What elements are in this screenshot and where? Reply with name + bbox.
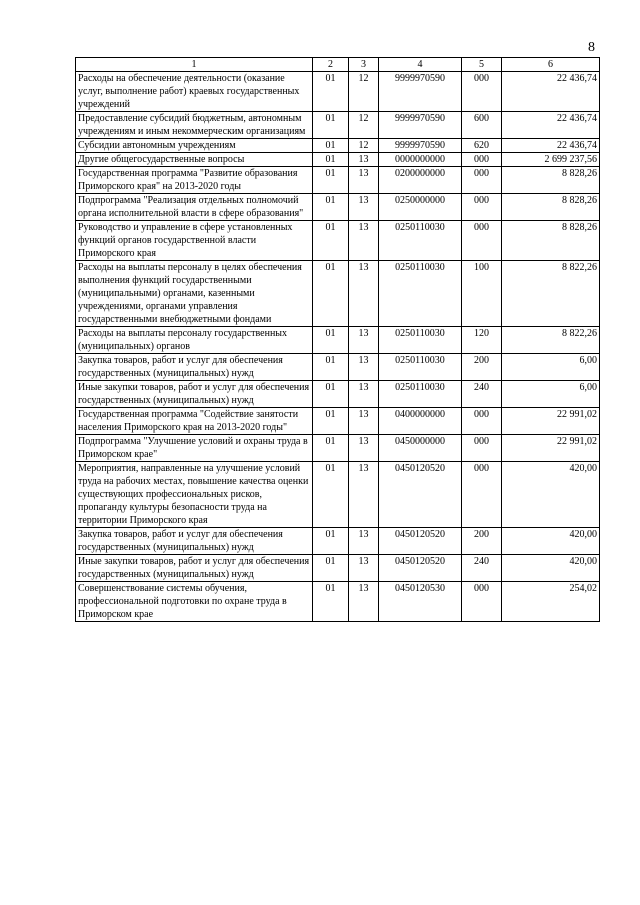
row-code-target: 0250110030 bbox=[379, 381, 462, 408]
table-row bbox=[76, 153, 600, 167]
row-code-subsection: 13 bbox=[349, 194, 379, 221]
row-code-expense-type: 240 bbox=[462, 381, 502, 408]
row-amount: 420,00 bbox=[502, 555, 600, 582]
row-amount: 22 436,74 bbox=[502, 139, 600, 153]
row-code-subsection: 13 bbox=[349, 327, 379, 354]
table-row bbox=[76, 221, 600, 261]
row-code-expense-type: 000 bbox=[462, 435, 502, 462]
page-number: 8 bbox=[588, 40, 595, 55]
row-code-subsection: 13 bbox=[349, 435, 379, 462]
row-code-expense-type: 000 bbox=[462, 194, 502, 221]
row-code-target: 0450120520 bbox=[379, 555, 462, 582]
row-code-expense-type: 120 bbox=[462, 327, 502, 354]
row-amount: 6,00 bbox=[502, 381, 600, 408]
row-code-subsection: 13 bbox=[349, 221, 379, 261]
row-amount: 6,00 bbox=[502, 354, 600, 381]
row-name: Подпрограмма "Реализация отдельных полномочий органа исполнительной власти в сфере образования" bbox=[76, 194, 313, 221]
row-code-section: 01 bbox=[313, 327, 349, 354]
row-code-expense-type: 000 bbox=[462, 462, 502, 528]
row-code-section: 01 bbox=[313, 408, 349, 435]
row-amount: 2 699 237,56 bbox=[502, 153, 600, 167]
row-code-section: 01 bbox=[313, 381, 349, 408]
row-amount: 22 991,02 bbox=[502, 408, 600, 435]
column-header-4: 4 bbox=[379, 58, 462, 72]
row-amount: 420,00 bbox=[502, 462, 600, 528]
row-code-target: 0000000000 bbox=[379, 153, 462, 167]
row-code-expense-type: 200 bbox=[462, 354, 502, 381]
row-code-expense-type: 620 bbox=[462, 139, 502, 153]
table-row bbox=[76, 408, 600, 435]
row-amount: 8 828,26 bbox=[502, 221, 600, 261]
table-row bbox=[76, 112, 600, 139]
row-code-expense-type: 000 bbox=[462, 582, 502, 622]
row-code-section: 01 bbox=[313, 112, 349, 139]
row-name: Иные закупки товаров, работ и услуг для обеспечения государственных (муниципальных) нужд bbox=[76, 381, 313, 408]
table-row bbox=[76, 327, 600, 354]
row-code-target: 0250110030 bbox=[379, 261, 462, 327]
table-row bbox=[76, 555, 600, 582]
table-header-row bbox=[76, 58, 600, 72]
table-row bbox=[76, 139, 600, 153]
row-code-section: 01 bbox=[313, 139, 349, 153]
row-code-target: 0450120530 bbox=[379, 582, 462, 622]
row-amount: 22 991,02 bbox=[502, 435, 600, 462]
row-code-expense-type: 240 bbox=[462, 555, 502, 582]
column-header-6: 6 bbox=[502, 58, 600, 72]
row-amount: 8 822,26 bbox=[502, 261, 600, 327]
row-code-section: 01 bbox=[313, 167, 349, 194]
row-amount: 22 436,74 bbox=[502, 72, 600, 112]
row-code-target: 0250110030 bbox=[379, 327, 462, 354]
row-code-section: 01 bbox=[313, 462, 349, 528]
row-code-subsection: 13 bbox=[349, 381, 379, 408]
row-code-expense-type: 000 bbox=[462, 153, 502, 167]
column-header-3: 3 bbox=[349, 58, 379, 72]
row-name: Руководство и управление в сфере установленных функций органов государственной власти Приморского края bbox=[76, 221, 313, 261]
row-code-subsection: 13 bbox=[349, 528, 379, 555]
row-code-section: 01 bbox=[313, 582, 349, 622]
table-row bbox=[76, 435, 600, 462]
row-code-subsection: 13 bbox=[349, 555, 379, 582]
row-code-subsection: 13 bbox=[349, 261, 379, 327]
column-header-1: 1 bbox=[76, 58, 313, 72]
row-amount: 8 822,26 bbox=[502, 327, 600, 354]
row-code-section: 01 bbox=[313, 261, 349, 327]
row-code-subsection: 12 bbox=[349, 112, 379, 139]
row-code-subsection: 13 bbox=[349, 354, 379, 381]
row-code-target: 0200000000 bbox=[379, 167, 462, 194]
row-name: Закупка товаров, работ и услуг для обеспечения государственных (муниципальных) нужд bbox=[76, 528, 313, 555]
row-amount: 22 436,74 bbox=[502, 112, 600, 139]
row-code-target: 0250110030 bbox=[379, 221, 462, 261]
row-code-section: 01 bbox=[313, 555, 349, 582]
column-header-2: 2 bbox=[313, 58, 349, 72]
table-row bbox=[76, 582, 600, 622]
budget-table bbox=[75, 57, 600, 622]
row-code-section: 01 bbox=[313, 435, 349, 462]
row-name: Закупка товаров, работ и услуг для обеспечения государственных (муниципальных) нужд bbox=[76, 354, 313, 381]
row-name: Расходы на выплаты персоналу государственных (муниципальных) органов bbox=[76, 327, 313, 354]
row-amount: 8 828,26 bbox=[502, 167, 600, 194]
row-code-target: 0450120520 bbox=[379, 462, 462, 528]
row-code-section: 01 bbox=[313, 221, 349, 261]
row-name: Государственная программа "Развитие образования Приморского края" на 2013-2020 годы bbox=[76, 167, 313, 194]
row-amount: 254,02 bbox=[502, 582, 600, 622]
row-amount: 420,00 bbox=[502, 528, 600, 555]
row-code-target: 9999970590 bbox=[379, 139, 462, 153]
table-row bbox=[76, 462, 600, 528]
row-code-expense-type: 000 bbox=[462, 408, 502, 435]
row-name: Расходы на выплаты персоналу в целях обеспечения выполнения функций государственными (муниципальными) органами, казенными учреждениями, органами управления государственными внебюджетными фондами bbox=[76, 261, 313, 327]
table-row bbox=[76, 194, 600, 221]
table-row bbox=[76, 381, 600, 408]
row-name: Мероприятия, направленные на улучшение условий труда на рабочих местах, повышение качества оценки существующих профессиональных рисков, пропаганду культуры безопасности труда на территории Приморского края bbox=[76, 462, 313, 528]
row-code-target: 9999970590 bbox=[379, 72, 462, 112]
row-amount: 8 828,26 bbox=[502, 194, 600, 221]
row-code-target: 0450120520 bbox=[379, 528, 462, 555]
table-row bbox=[76, 72, 600, 112]
row-name: Иные закупки товаров, работ и услуг для обеспечения государственных (муниципальных) нужд bbox=[76, 555, 313, 582]
row-code-expense-type: 000 bbox=[462, 221, 502, 261]
row-code-subsection: 12 bbox=[349, 72, 379, 112]
row-code-target: 0450000000 bbox=[379, 435, 462, 462]
row-code-target: 9999970590 bbox=[379, 112, 462, 139]
row-name: Предоставление субсидий бюджетным, автономным учреждениям и иным некоммерческим организациям bbox=[76, 112, 313, 139]
row-code-subsection: 13 bbox=[349, 582, 379, 622]
table-row bbox=[76, 354, 600, 381]
row-code-expense-type: 000 bbox=[462, 167, 502, 194]
row-code-target: 0250000000 bbox=[379, 194, 462, 221]
row-code-expense-type: 200 bbox=[462, 528, 502, 555]
row-code-expense-type: 600 bbox=[462, 112, 502, 139]
row-code-subsection: 13 bbox=[349, 167, 379, 194]
row-name: Государственная программа "Содействие занятости населения Приморского края на 2013-2020 годы" bbox=[76, 408, 313, 435]
row-code-section: 01 bbox=[313, 194, 349, 221]
row-name: Совершенствование системы обучения, профессиональной подготовки по охране труда в Приморском крае bbox=[76, 582, 313, 622]
row-code-expense-type: 000 bbox=[462, 72, 502, 112]
row-code-expense-type: 100 bbox=[462, 261, 502, 327]
table-row bbox=[76, 528, 600, 555]
row-name: Расходы на обеспечение деятельности (оказание услуг, выполнение работ) краевых государственных учреждений bbox=[76, 72, 313, 112]
column-header-5: 5 bbox=[462, 58, 502, 72]
row-name: Подпрограмма "Улучшение условий и охраны труда в Приморском крае" bbox=[76, 435, 313, 462]
row-code-subsection: 13 bbox=[349, 153, 379, 167]
row-code-section: 01 bbox=[313, 528, 349, 555]
row-code-section: 01 bbox=[313, 153, 349, 167]
row-code-subsection: 12 bbox=[349, 139, 379, 153]
row-code-subsection: 13 bbox=[349, 408, 379, 435]
row-code-target: 0250110030 bbox=[379, 354, 462, 381]
table-row bbox=[76, 167, 600, 194]
row-code-subsection: 13 bbox=[349, 462, 379, 528]
row-name: Другие общегосударственные вопросы bbox=[76, 153, 313, 167]
row-code-section: 01 bbox=[313, 354, 349, 381]
table-row bbox=[76, 261, 600, 327]
row-code-target: 0400000000 bbox=[379, 408, 462, 435]
row-name: Субсидии автономным учреждениям bbox=[76, 139, 313, 153]
row-code-section: 01 bbox=[313, 72, 349, 112]
